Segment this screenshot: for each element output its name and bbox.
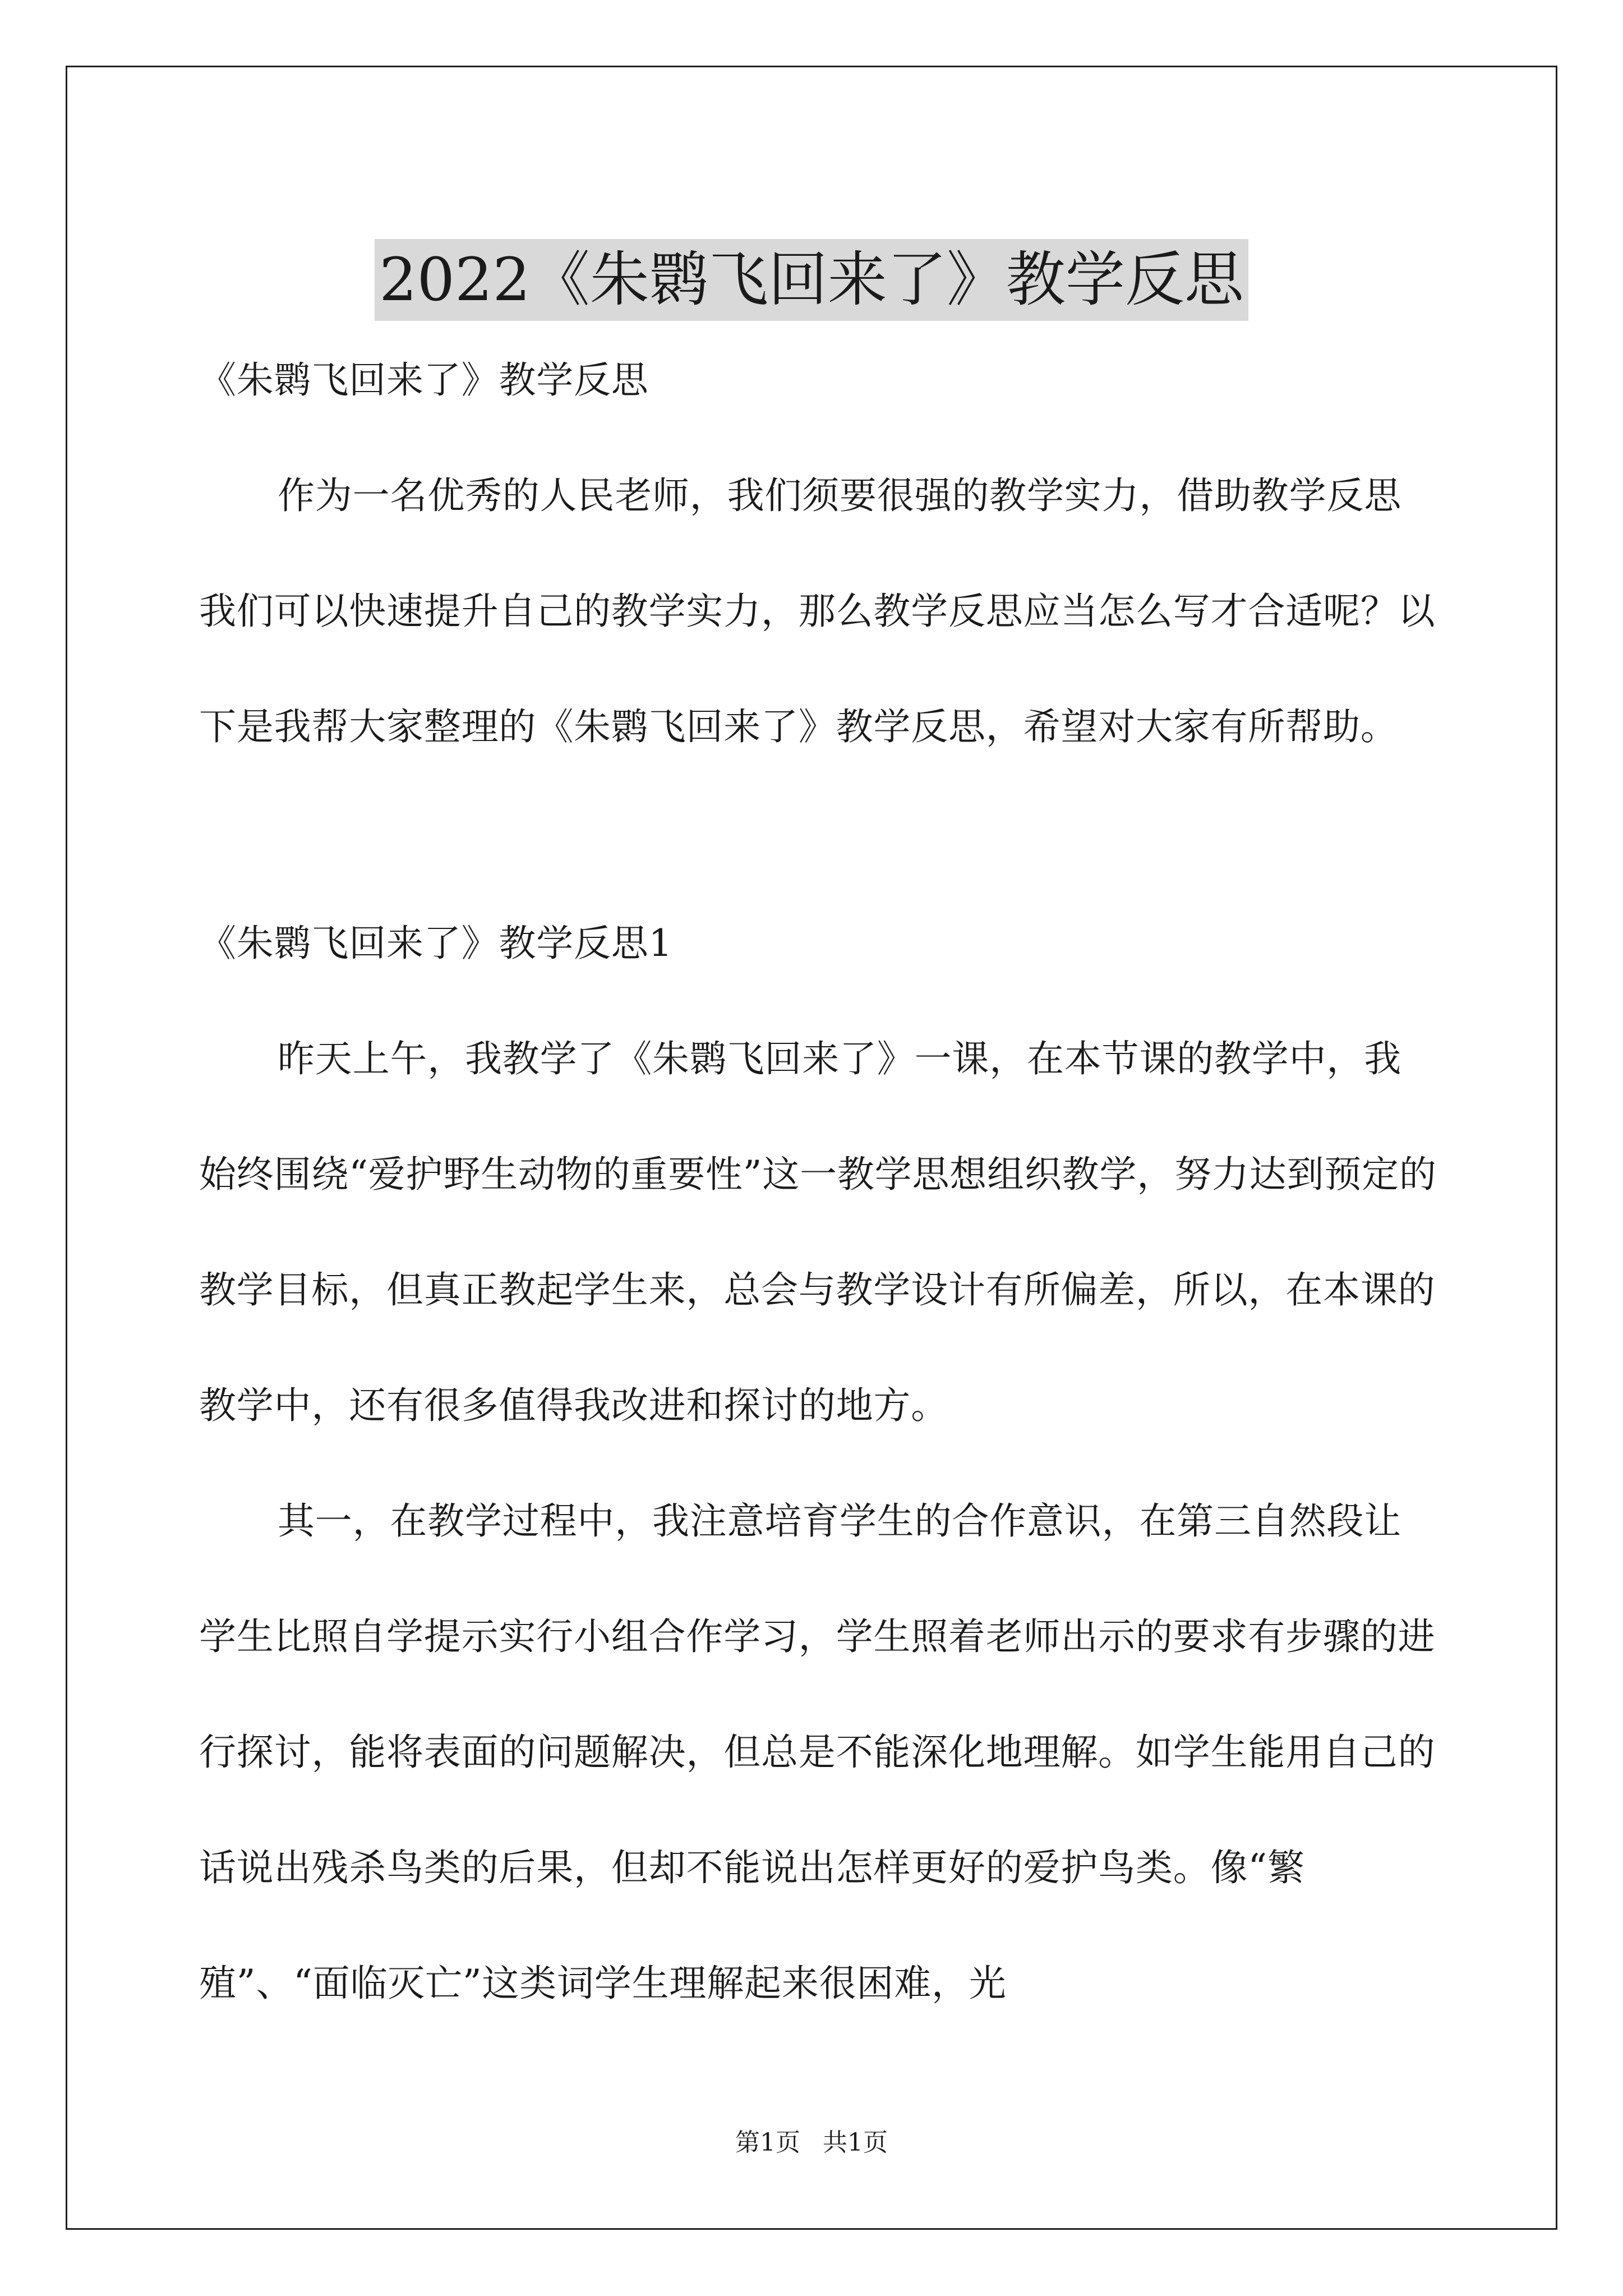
intro-paragraph: 作为一名优秀的人民老师，我们须要很强的教学实力，借助教学反思我们可以快速提升自己的教学实力，那么教学反思应当怎么写才合适呢？以下是我帮大家整理的《朱鹮飞回来了》教学反思，希望对大家有所帮助。 — [199, 474, 1436, 748]
page-footer — [0, 2126, 1623, 2160]
document-body — [199, 323, 1438, 2041]
page-total: 共1页 — [823, 2128, 888, 2157]
subtitle: 《朱鹮飞回来了》教学反思 — [199, 358, 649, 402]
body-paragraph-1: 昨天上午，我教学了《朱鹮飞回来了》一课，在本节课的教学中，我始终围绕“爱护野生动物的重要性”这一教学思想组织教学，努力达到预定的教学目标，但真正教起学生来，总会与教学设计有所偏差，所以，在本课的教学中，还有很多值得我改进和探讨的地方。 — [199, 1037, 1437, 1427]
document-title: 2022《朱鹮飞回来了》教学反思 — [375, 239, 1248, 321]
section-heading: 《朱鹮飞回来了》教学反思1 — [199, 922, 673, 965]
page-number: 第1页 — [735, 2128, 800, 2157]
body-paragraph-2: 其一，在教学过程中，我注意培育学生的合作意识，在第三自然段让学生比照自学提示实行小组合作学习，学生照着老师出示的要求有步骤的进行探讨，能将表面的问题解决，但总是不能深化地理解。如学生能用自己的话说出残杀鸟类的后果，但却不能说出怎样更好的爱护鸟类。像“繁殖”、“面临灭亡”这类词学生理解起来很困难，光 — [199, 1499, 1436, 2005]
section-spacer — [199, 785, 1438, 886]
